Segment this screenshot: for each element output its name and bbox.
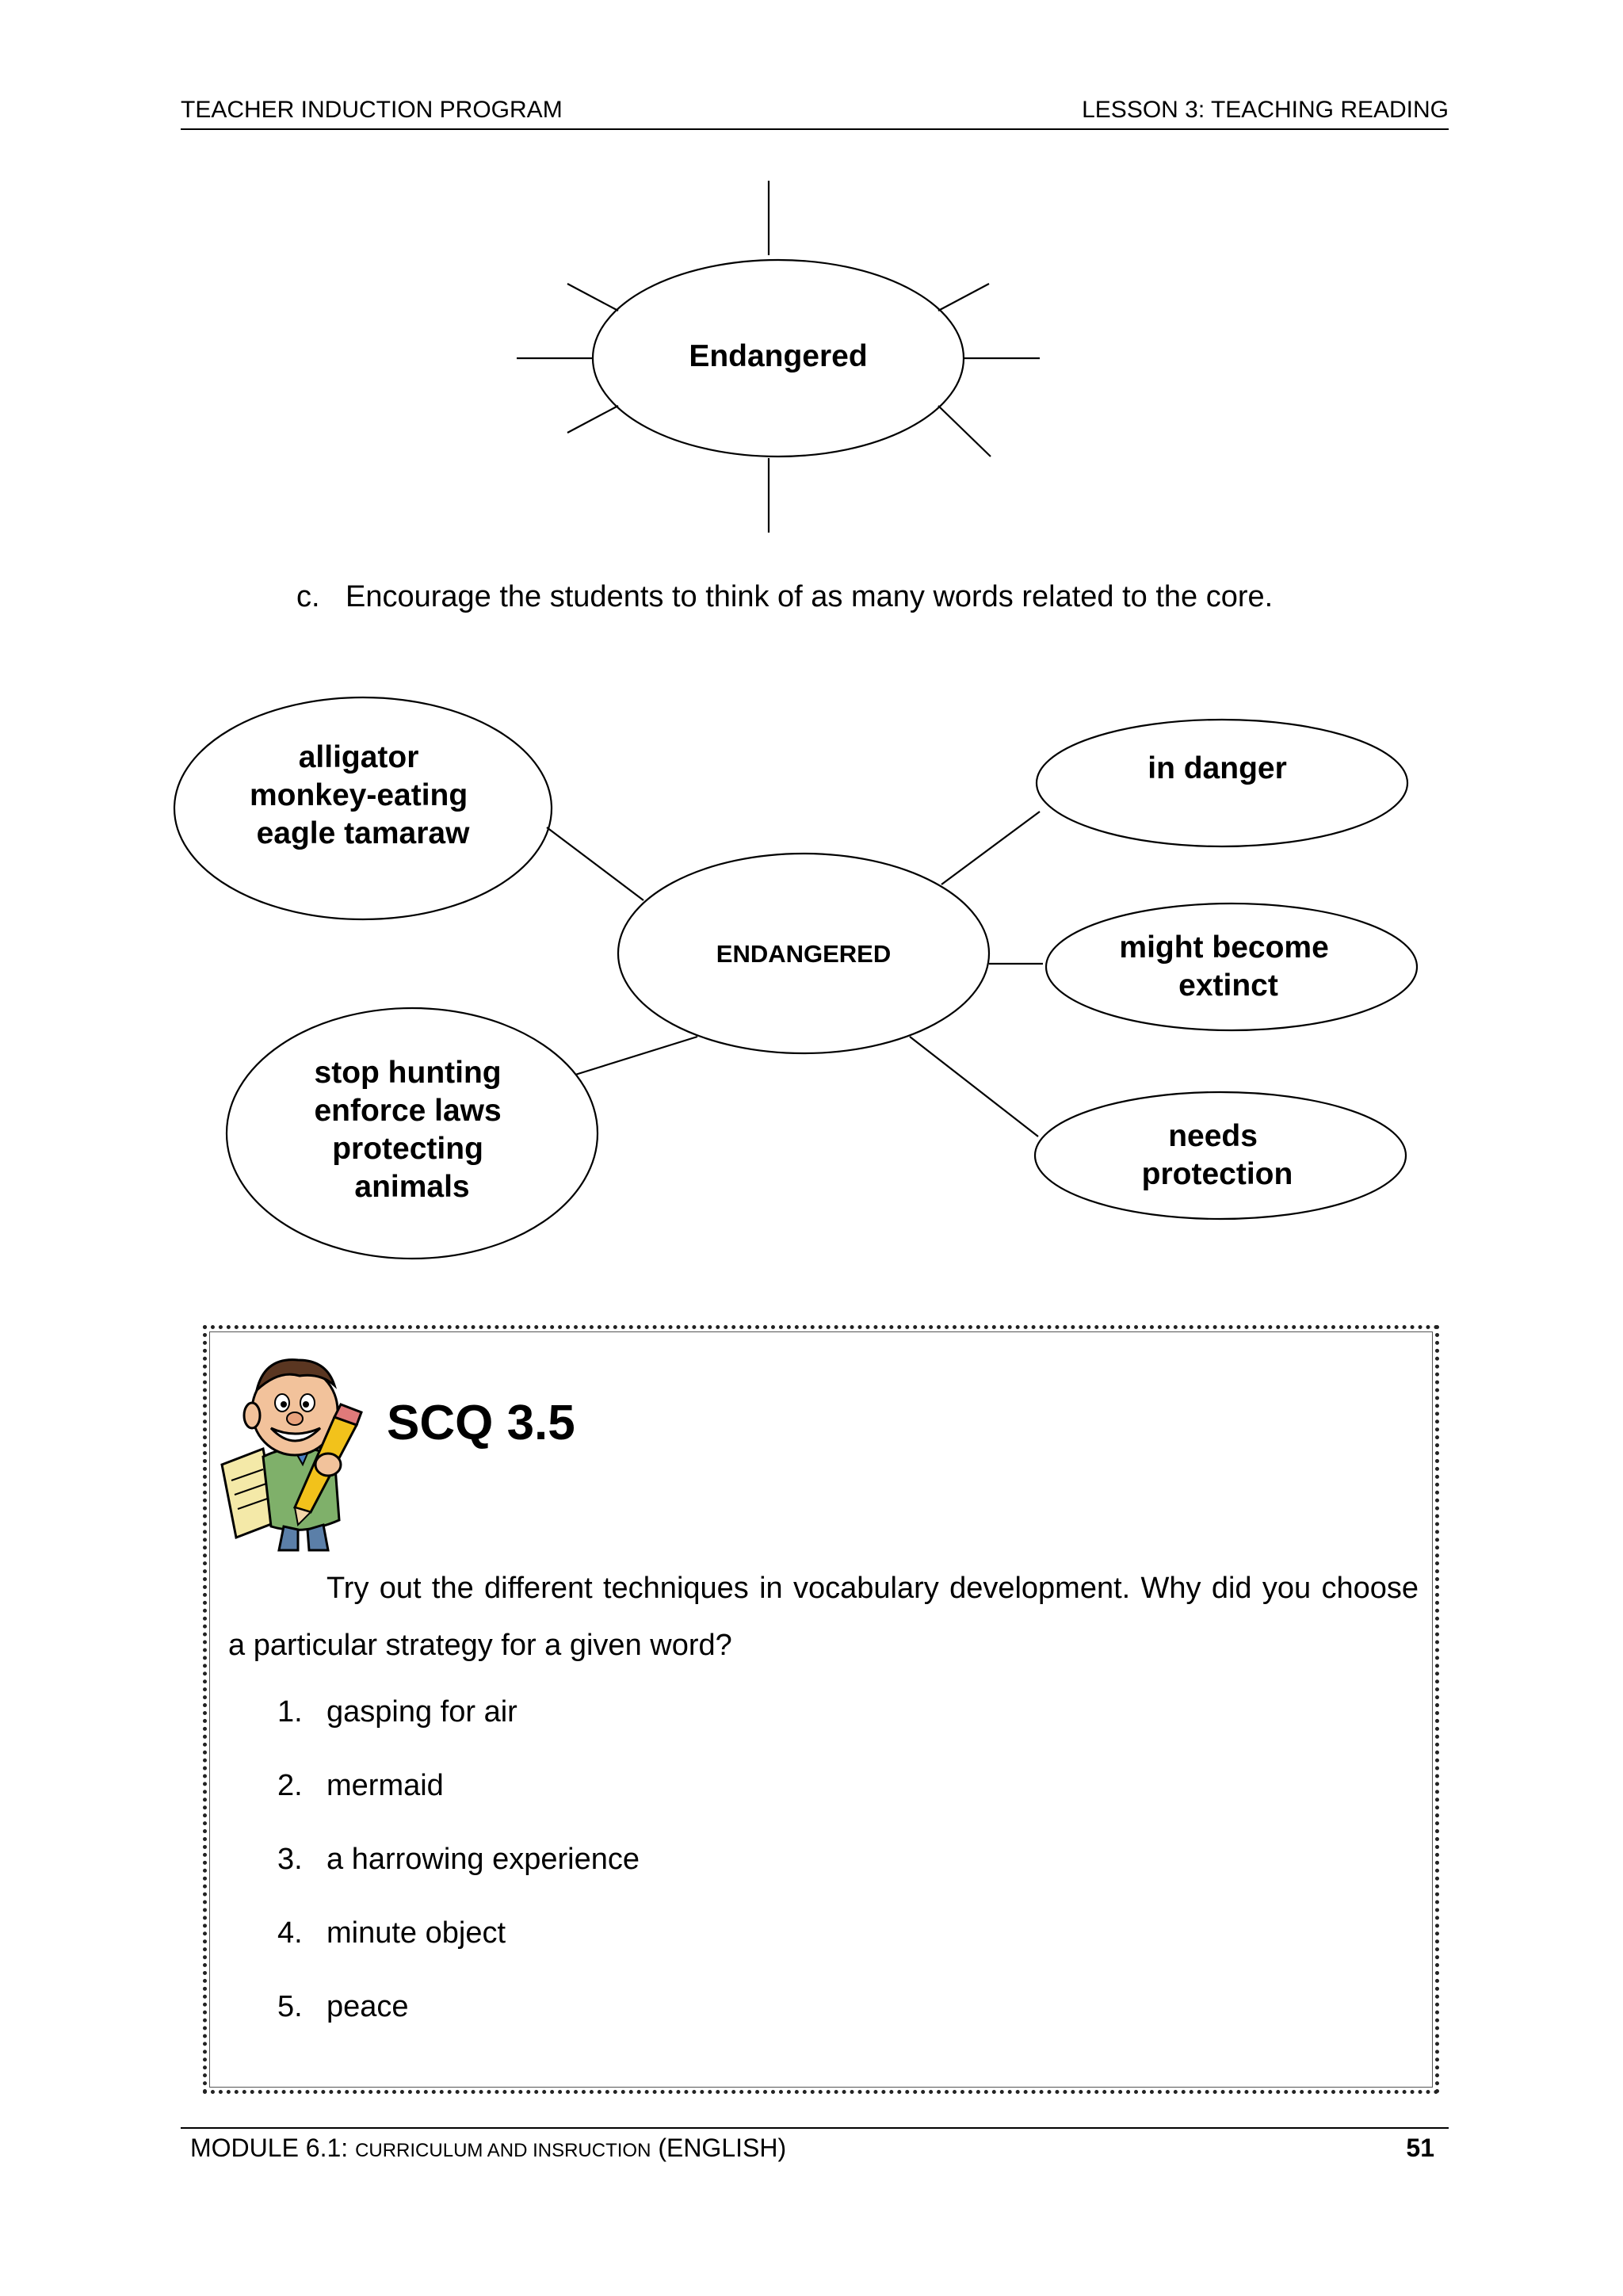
instruction-text: Encourage the students to think of as many words related to the core. [346, 580, 1274, 613]
node-examples: alligator monkey-eating eagle tamaraw [249, 740, 470, 850]
scq-question: Try out the different techniques in vocabulary development. Why did you choose a particular strategy for a given word? [228, 1572, 1419, 1662]
list-item: 5. peace [277, 1990, 409, 2023]
scq-title: SCQ 3.5 [387, 1396, 575, 1450]
node-needs-protection: needs protection [1141, 1119, 1293, 1191]
scq-word-list [277, 1688, 640, 2057]
header-program-title: TEACHER INDUCTION PROGRAM [181, 97, 563, 123]
node-in-danger: in danger [1148, 751, 1287, 785]
mascot-icon [216, 1346, 382, 1552]
page-number: 51 [1406, 2134, 1434, 2162]
footer-module-title: MODULE 6.1: CURRICULUM AND INSRUCTION (ENGLISH) [190, 2134, 787, 2162]
list-item: 4. minute object [277, 1916, 506, 1950]
list-item: 1. gasping for air [277, 1695, 517, 1729]
header-lesson-title: LESSON 3: TEACHING READING [1082, 97, 1449, 123]
instruction-letter: c. [296, 580, 320, 613]
core-word: Endangered [689, 339, 868, 373]
node-might-become-extinct: might become extinct [1119, 930, 1329, 1003]
list-item: 2. mermaid [277, 1769, 444, 1802]
list-item: 3. a harrowing experience [277, 1843, 640, 1876]
node-actions: stop hunting enforce laws protecting animals [314, 1056, 502, 1204]
footer-rule [181, 2127, 1449, 2129]
center-word: ENDANGERED [716, 940, 892, 968]
